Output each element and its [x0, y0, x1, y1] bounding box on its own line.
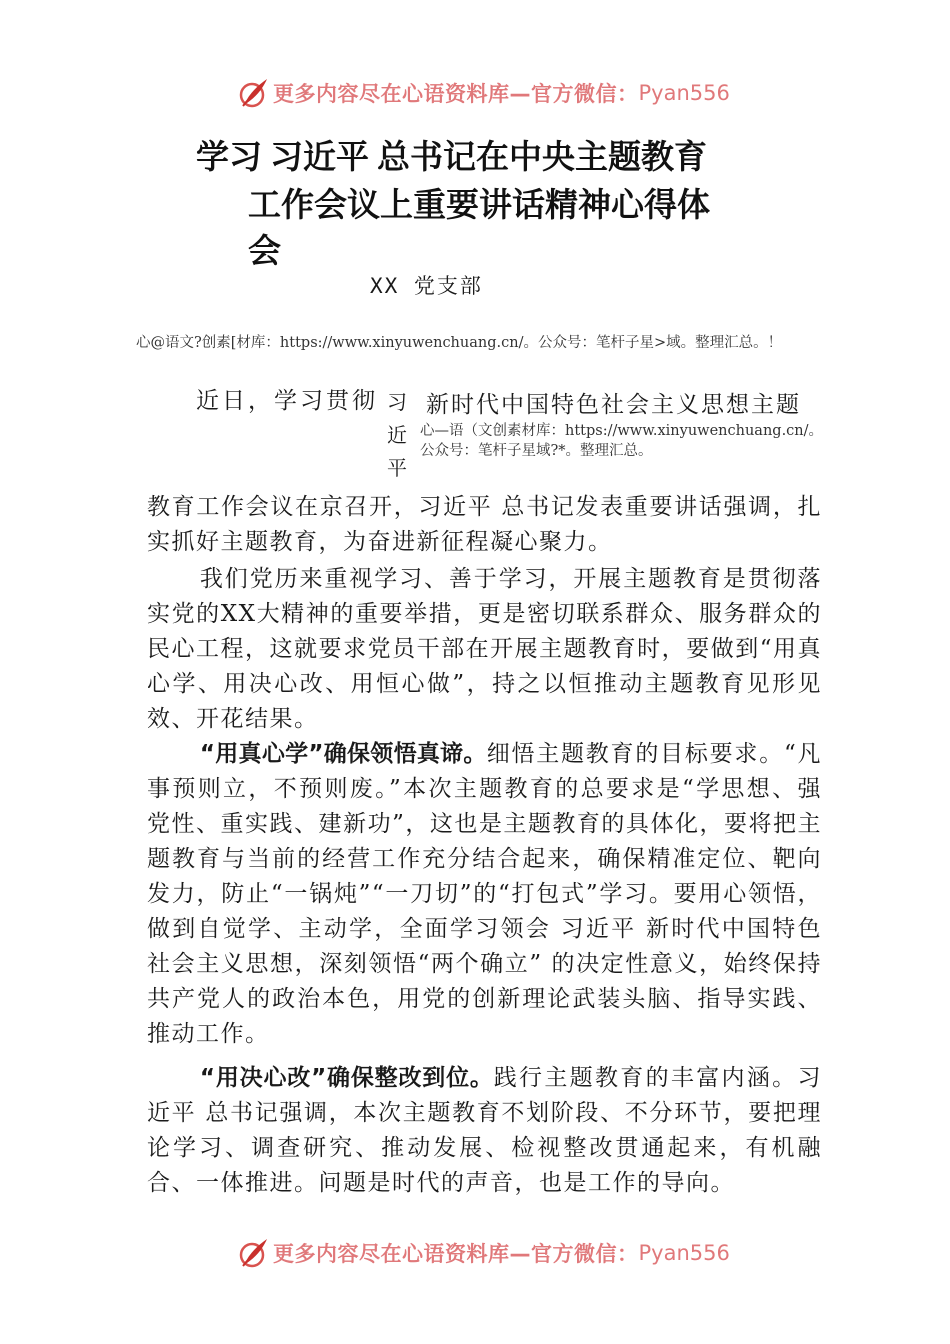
author-branch: XX 党支部: [370, 274, 483, 298]
paragraph-3: [147, 737, 822, 1052]
paragraph-3-text: 细悟主题教育的目标要求。“凡事预则立，不预则废。”本次主题教育的总要求是“学思想、强党性、重实践、建新功”，这也是主题教育的具体化，要将把主题教育与当前的经营工作充分结合起来，确保精准定位、靶向发力，防止“一锅炖”“一刀切”的“打包式”学习。要用心领悟，做到自觉学、主动学，全面学习领会 习近平 新时代中国特色社会主义思想，深刻领悟“两个确立” 的决定性意义，始终保持共产党人的政治本色，用党的创新理论武装头脑、指导实践、推动工作。: [147, 741, 823, 1047]
vertical-char: 近: [387, 423, 407, 447]
paragraph-1: [147, 490, 822, 560]
paragraph-4-text: 践行主题教育的丰富内涵。习近平 总书记强调，本次主题教育不划阶段、不分环节，要把理论学习、调查研究、推动发展、检视整改贯通起来，有机融合、一体推进。问题是时代的声音，也是工作的导向。: [147, 1065, 822, 1196]
lead-right-text: 新时代中国特色社会主义思想主题: [426, 392, 801, 418]
paragraph-3-heading: “用真心学”确保领悟真谛。: [199, 741, 487, 767]
quill-logo-icon: [235, 76, 269, 110]
paragraph-2-text: 我们党历来重视学习、善于学习，开展主题教育是贯彻落实党的XX大精神的重要举措，更是密切联系群众、服务群众的民心工程，这就要求党员干部在开展主题教育时，要做到“用真心学、用决心改、用恒心做”，持之以恒推动主题教育见形见效、开花结果。: [147, 566, 822, 732]
watermark-text: 更多内容尽在心语资料库—官方微信：: [273, 1242, 639, 1266]
vertical-char: 习: [387, 390, 407, 414]
watermark-wechat-id: Pyan556: [638, 81, 730, 105]
lead-vertical-name: [384, 386, 410, 485]
title-line-3: 会: [248, 231, 281, 270]
title-suffix: 总书记在中央主题教育: [377, 137, 707, 176]
watermark-wechat-id: Pyan556: [638, 1241, 730, 1265]
title-prefix: 学习: [196, 137, 262, 176]
paragraph-4-heading: “用决心改”确保整改到位。: [199, 1065, 494, 1091]
title-line-1: [196, 131, 707, 178]
watermark-banner-top: [235, 73, 730, 113]
paragraph-1-text: 教育工作会议在京召开，习近平 总书记发表重要讲话强调，扎实抓好主题教育，为奋进新征程凝心聚力。: [147, 494, 822, 555]
source-note-1: 心@语文?创素[材库：https://www.xinyuwenchuang.cn/。公众号：笔杆子星>域。整理汇总。！: [136, 335, 783, 351]
source-note-2: 心—语（文创素材库：https://www.xinyuwenchuang.cn/。公众号：笔杆子星域?*。整理汇总。: [420, 423, 824, 459]
paragraph-2: [147, 562, 822, 737]
watermark-banner-bottom: [235, 1233, 730, 1273]
vertical-char: 平: [387, 456, 407, 480]
watermark-text: 更多内容尽在心语资料库—官方微信：: [273, 82, 639, 106]
paragraph-4: [147, 1061, 822, 1201]
quill-logo-icon: [235, 1236, 269, 1270]
title-name: 习近平: [270, 137, 369, 176]
lead-left-text: 近日，学习贯彻: [196, 388, 378, 414]
title-line-2: 工作会议上重要讲话精神心得体: [248, 185, 710, 224]
